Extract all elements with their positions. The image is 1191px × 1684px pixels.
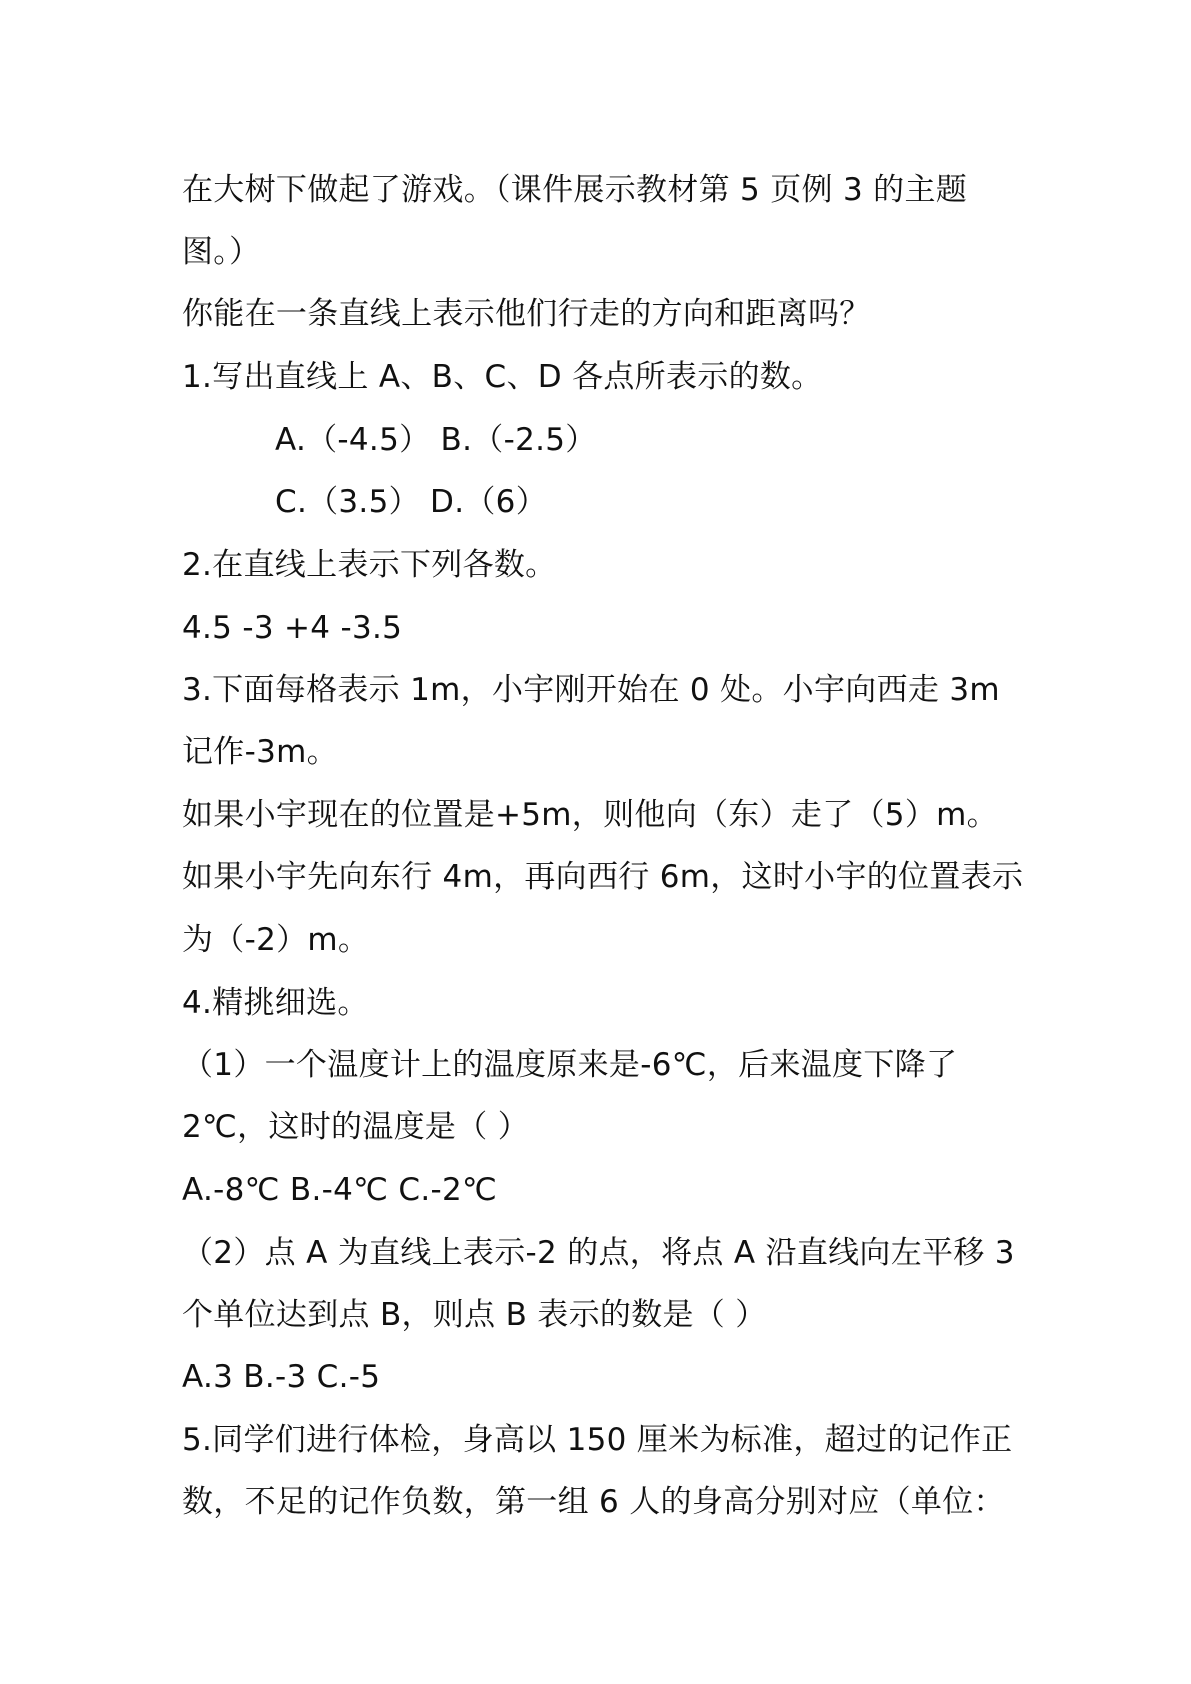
question-2: 2.在直线上表示下列各数。 (182, 547, 557, 583)
sub-question-1: （1）一个温度计上的温度原来是-6℃，后来温度下降了 (182, 1047, 958, 1083)
text-line: 为（-2）m。 (182, 922, 370, 958)
choice-line: A.-8℃ B.-4℃ C.-2℃ (182, 1172, 498, 1208)
answer-line: C.（3.5） D.（6） (275, 484, 548, 520)
text-line: 数，不足的记作负数，第一组 6 人的身高分别对应（单位： (182, 1484, 1005, 1520)
choice-line: A.3 B.-3 C.-5 (182, 1359, 381, 1395)
sub-question-2: （2）点 A 为直线上表示-2 的点，将点 A 沿直线向左平移 3 (182, 1235, 1015, 1271)
text-line: 如果小宇先向东行 4m，再向西行 6m，这时小宇的位置表示 (182, 859, 1024, 895)
number-list: 4.5 -3 +4 -3.5 (182, 610, 403, 646)
text-line: 你能在一条直线上表示他们行走的方向和距离吗？ (182, 296, 871, 332)
question-4: 4.精挑细选。 (182, 985, 369, 1021)
text-line: 在大树下做起了游戏。（课件展示教材第 5 页例 3 的主题 (182, 172, 968, 208)
text-line: 记作-3m。 (182, 734, 338, 770)
question-1: 1.写出直线上 A、B、C、D 各点所表示的数。 (182, 359, 823, 395)
text-line: 如果小宇现在的位置是+5m，则他向（东）走了（5）m。 (182, 797, 998, 833)
text-line: 图。） (182, 234, 261, 270)
question-5: 5.同学们进行体检，身高以 150 厘米为标准，超过的记作正 (182, 1422, 1013, 1458)
text-line: 个单位达到点 B，则点 B 表示的数是（ ） (182, 1297, 767, 1333)
answer-line: A.（-4.5） B.（-2.5） (275, 422, 597, 458)
text-line: 2℃，这时的温度是（ ） (182, 1109, 529, 1145)
question-3: 3.下面每格表示 1m，小宇刚开始在 0 处。小宇向西走 3m (182, 672, 1000, 708)
